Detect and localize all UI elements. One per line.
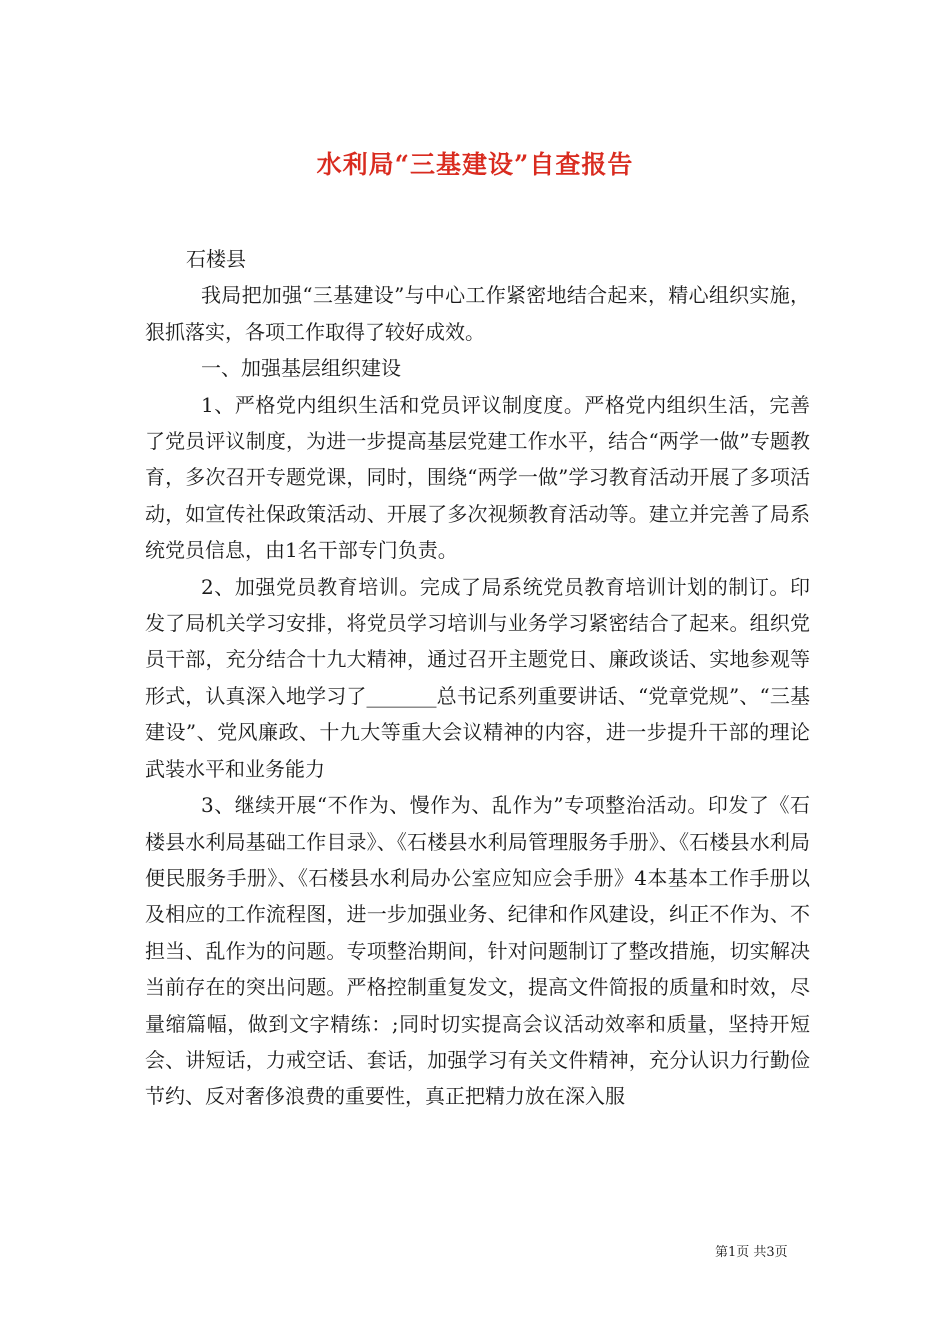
document-body (145, 241, 810, 1115)
document-title: 水利局“三基建设”自查报告 (316, 149, 634, 179)
page-indicator: 第1页 共3页 (715, 1245, 788, 1260)
paragraph-item-1: 1、严格党内组织生活和党员评议制度度。严格党内组织生活，完善了党员评议制度，为进一步提高基层党建工作水平，结合“两学一做”专题教育，多次召开专题党课，同时，围绕“两学一做”学习教育活动开展了多项活动，如宣传社保政策活动、开展了多次视频教育活动等。建立并完善了局系统党员信息，由1名干部专门负责。 (145, 392, 810, 563)
paragraph-item-3: 3、继续开展“不作为、慢作为、乱作为”专项整治活动。印发了《石楼县水利局基础工作目录》、《石楼县水利局管理服务手册》、《石楼县水利局便民服务手册》、《石楼县水利局办公室应知应会手册》4本基本工作手册以及相应的工作流程图，进一步加强业务、纪律和作风建设，纠正不作为、不担当、乱作为的问题。专项整治期间，针对问题制订了整改措施，切实解决当前存在的突出问题。严格控制重复发文，提高文件简报的质量和时效，尽量缩篇幅，做到文字精练：;同时切实提高会议活动效率和质量，坚持开短会、讲短话，力戒空话、套话，加强学习有关文件精神，充分认识力行勤俭节约、反对奢侈浪费的重要性，真正把精力放在深入服 (145, 793, 810, 1109)
section-heading-1: 一、加强基层组织建设 (201, 356, 401, 381)
paragraph-county: 石楼县 (186, 247, 246, 271)
paragraph-item-2: 2、加强党员教育培训。完成了局系统党员教育培训计划的制订。印发了局机关学习安排，将党员学习培训与业务学习紧密结合了起来。组织党员干部，充分结合十九大精神，通过召开主题党日、廉政谈话、实地参观等形式，认真深入地学习了_______总书记系列重要讲话、“党章党规”、“三基建设”、党风廉政、十九大等重大会议精神的内容，进一步提升干部的理论武装水平和业务能力 (145, 574, 810, 781)
paragraph-intro: 我局把加强“三基建设”与中心工作紧密地结合起来，精心组织实施，狠抓落实，各项工作取得了较好成效。 (145, 283, 810, 344)
